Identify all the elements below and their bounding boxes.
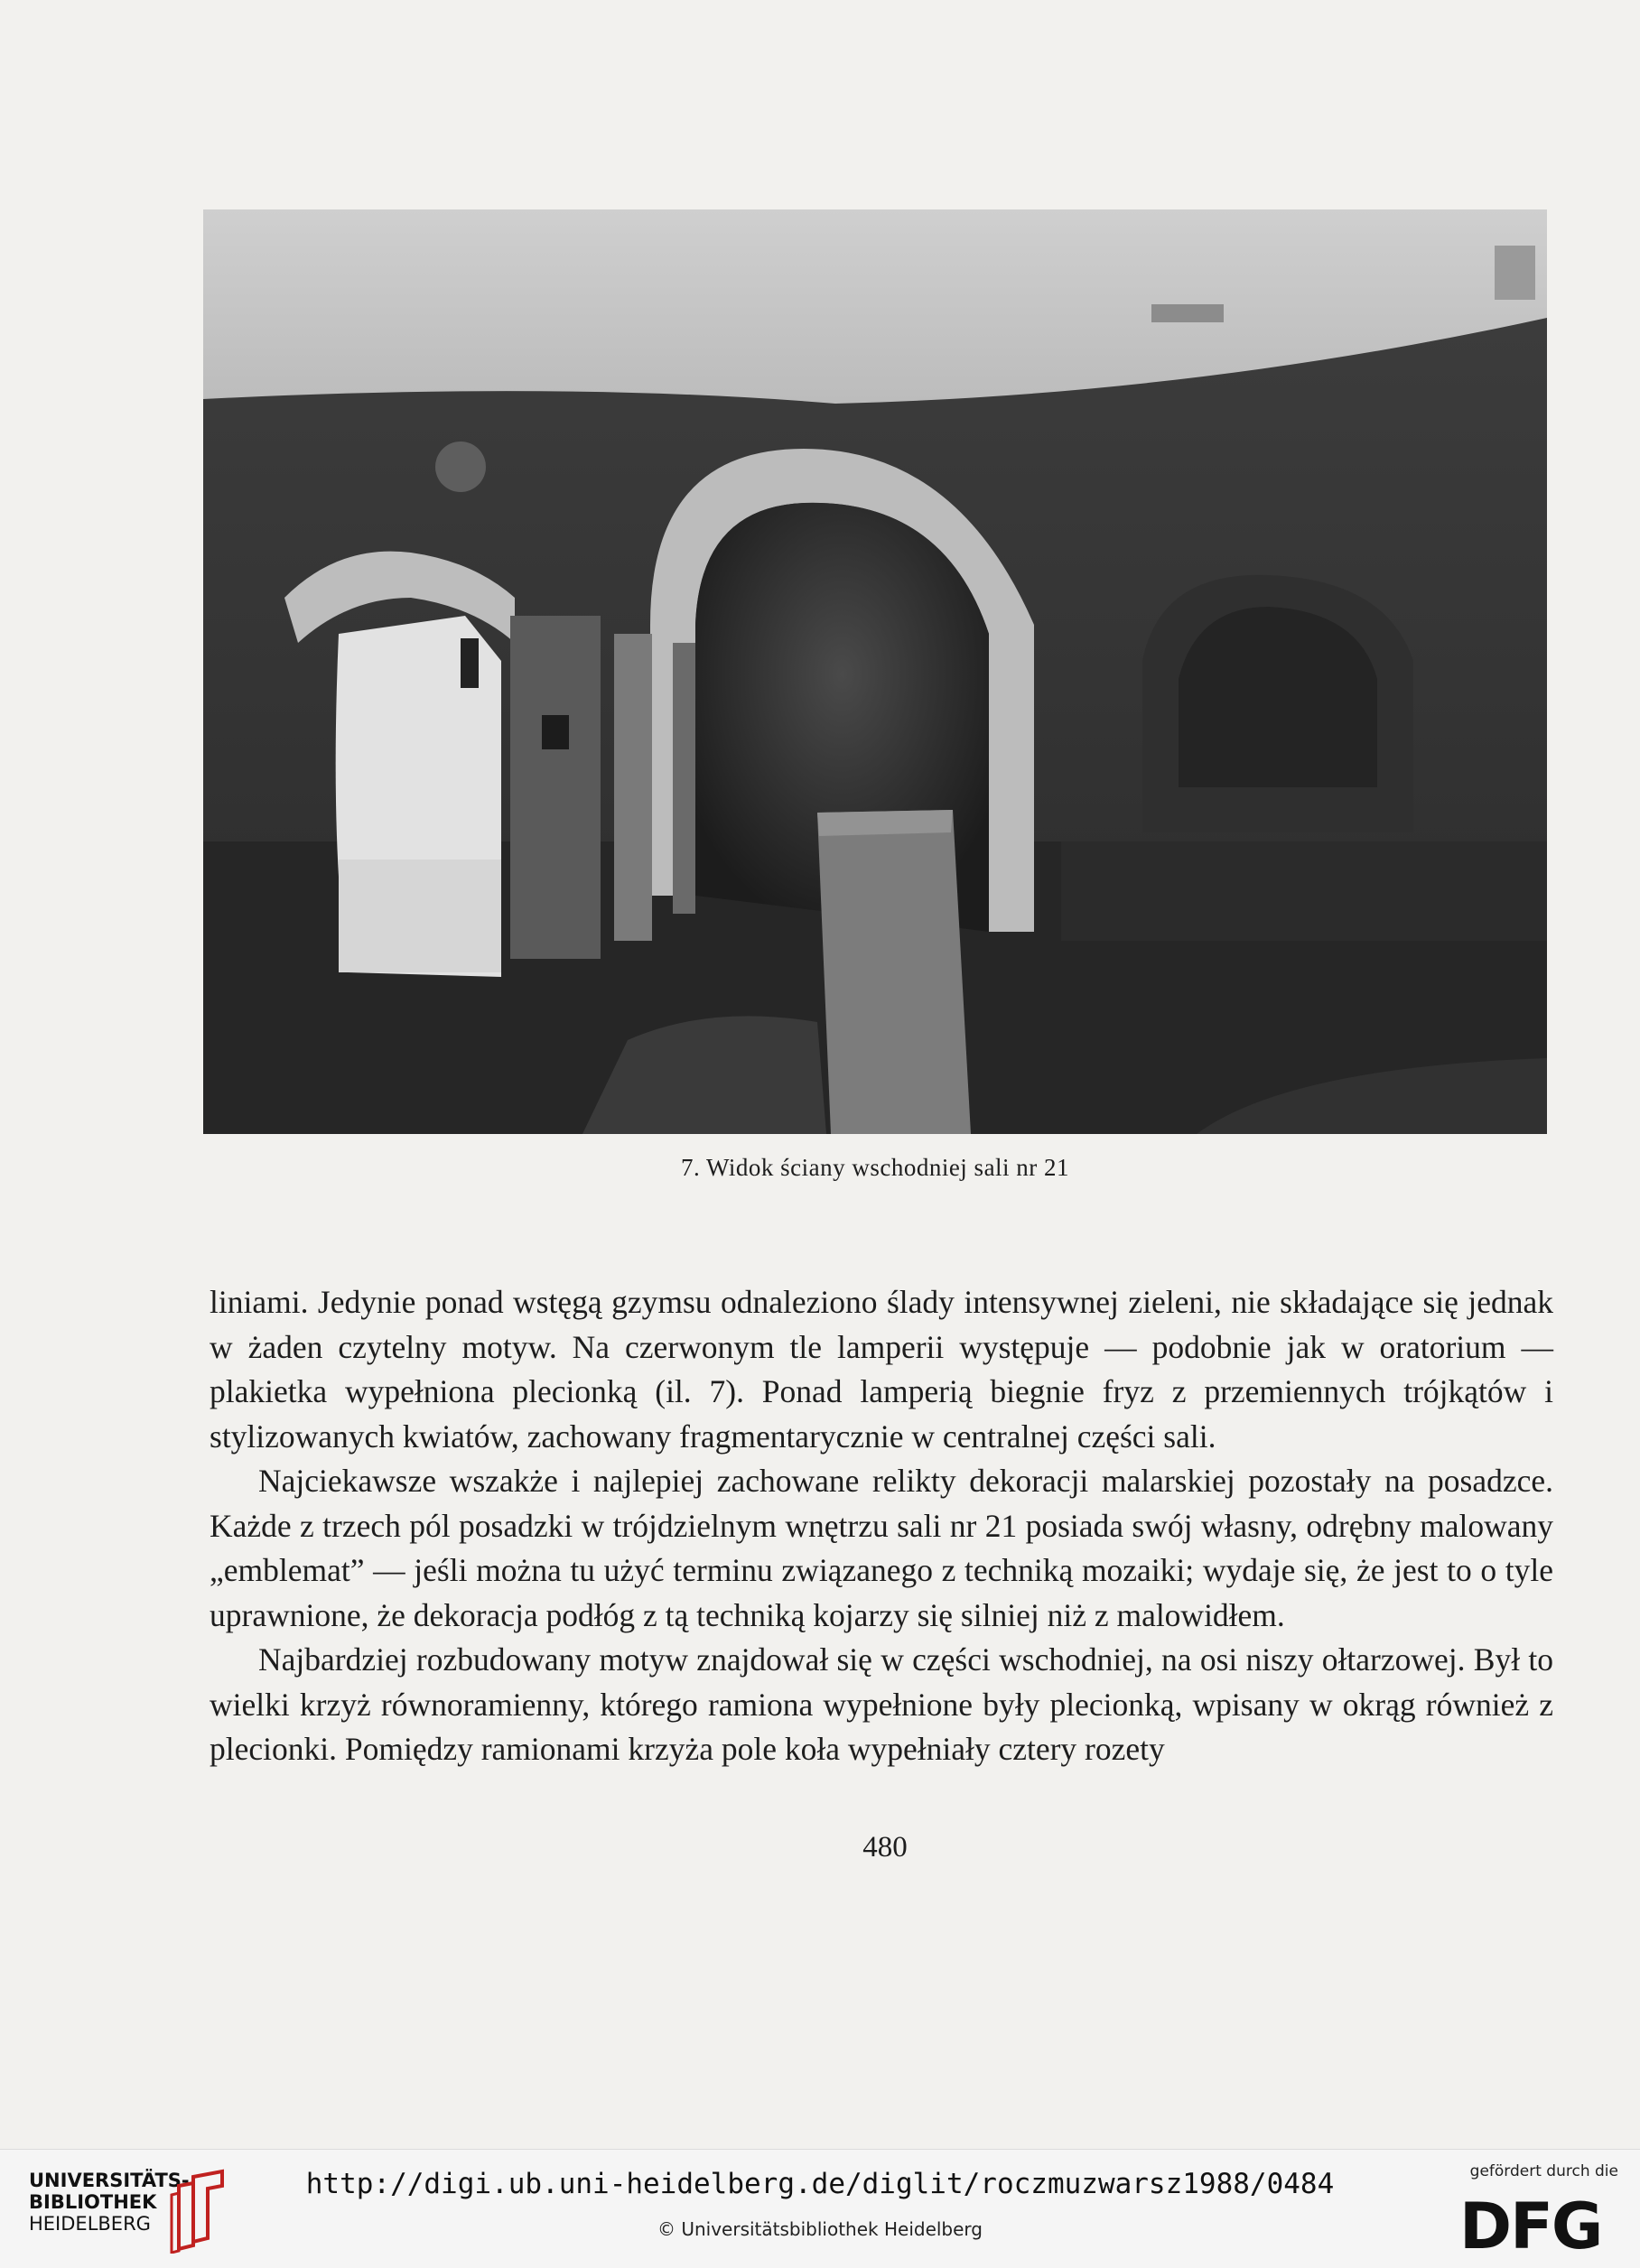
library-name-line-1: UNIVERSITÄTS- — [29, 2170, 190, 2191]
copyright-notice: © Universitätsbibliothek Heidelberg — [657, 2218, 983, 2240]
sponsor-block[interactable] — [1456, 2162, 1618, 2262]
dfg-logo: DFG — [1459, 2189, 1602, 2263]
page-number: 480 — [862, 1831, 908, 1864]
library-name-line-3: HEIDELBERG — [29, 2213, 151, 2235]
paragraph-3: Najbardziej rozbudowany motyw znajdował się w części wschodniej, na osi niszy ołtarzowej. Był to wielki krzyż równoramienny, którego ramiona wypełnione były plecionką, wpisany w okrąg również z plecionki. Pomiędzy ramionami krzyża pole koła wypełniały cztery rozety — [210, 1641, 1553, 1767]
body-text — [210, 1280, 1553, 1772]
figure-caption: 7. Widok ściany wschodniej sali nr 21 — [680, 1154, 1070, 1181]
photo-illustration — [203, 209, 1547, 1134]
footer-bar — [0, 2149, 1640, 2268]
document-url-link[interactable]: http://digi.ub.uni-heidelberg.de/diglit/roczmuzwarsz1988/0484 — [305, 2168, 1335, 2200]
paragraph-1: liniami. Jedynie ponad wstęgą gzymsu odnaleziono ślady intensywnej zieleni, nie składające się jednak w żaden czytelny motyw. Na czerwonym tle lamperii występuje — podobnie jak w oratorium — plakietka wypełniona plecionką (il. 7). Ponad lamperią biegnie fryz z przemiennych trójkątów i stylizowanych kwiatów, zachowany fragmentarycznie w centralnej części sali. — [210, 1284, 1553, 1455]
sponsor-text: gefördert durch die — [1469, 2162, 1618, 2180]
library-name-line-2: BIBLIOTHEK — [29, 2191, 157, 2213]
photograph-east-wall — [203, 209, 1547, 1134]
paragraph-2: Najciekawsze wszakże i najlepiej zachowane relikty dekoracji malarskiej pozostały na posadzce. Każde z trzech pól posadzki w trójdzielnym wnętrzu sali nr 21 posiada swój własny, odrębny malowany „emblemat” — jeśli można tu użyć terminu związanego z techniką mozaiki; wydaje się, że jest to o tyle uprawnione, że dekoracja podłóg z tą techniką kojarzy się silniej niż z malowidłem. — [210, 1463, 1553, 1633]
